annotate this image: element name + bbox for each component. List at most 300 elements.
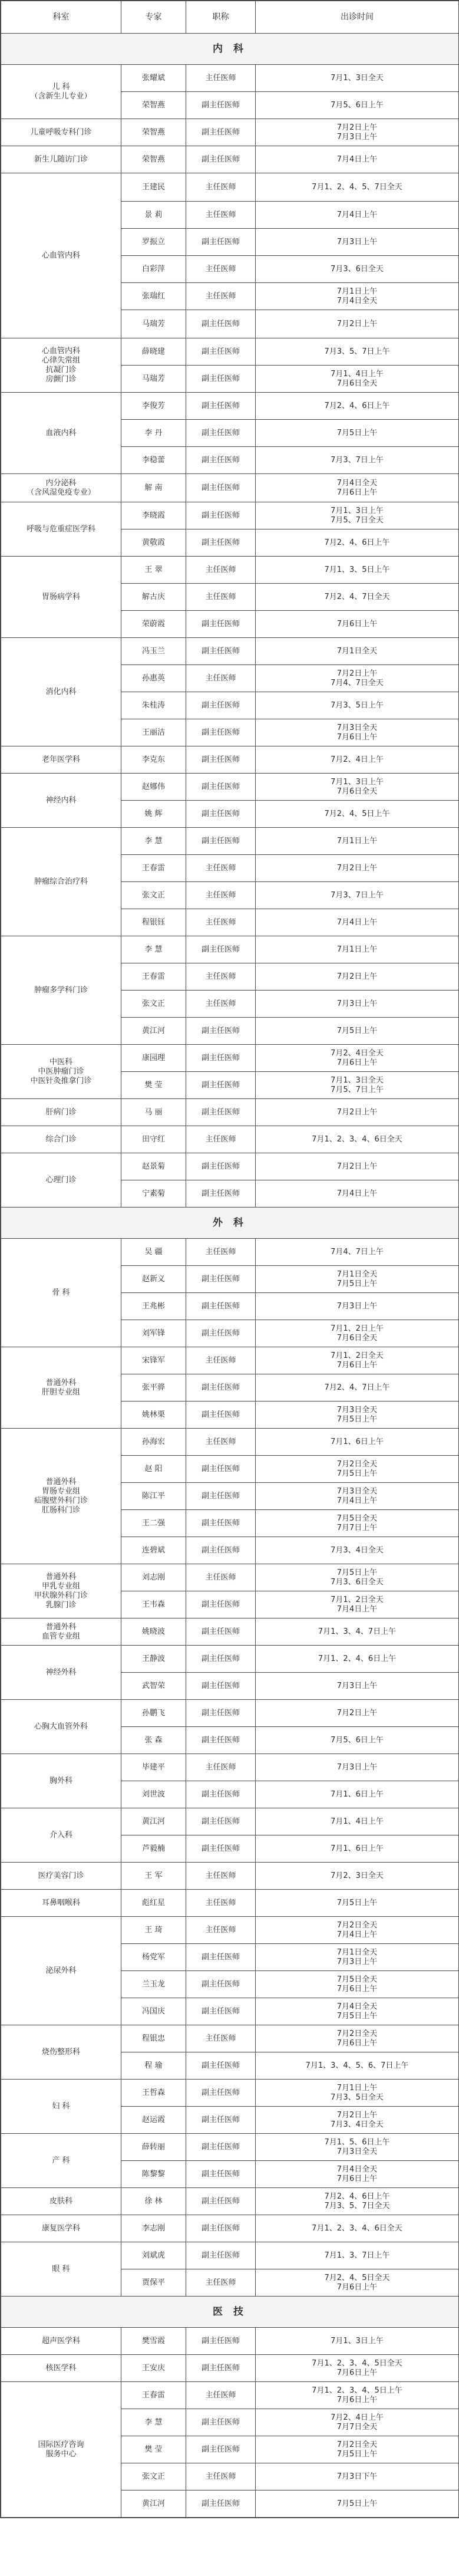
doctor-cell: 徐 林 xyxy=(121,2188,186,2215)
time-cell xyxy=(256,638,459,665)
time-cell xyxy=(256,2107,459,2134)
dept-cell-line: 医疗美容门诊 xyxy=(38,1871,84,1880)
time-cell-line: 7月1、3、7日上午 xyxy=(324,2251,390,2260)
doctor-cell: 景 莉 xyxy=(121,202,186,229)
title-cell: 主任医师 xyxy=(186,584,256,611)
title-cell: 副主任医师 xyxy=(186,2409,256,2436)
title-cell: 副主任医师 xyxy=(186,828,256,855)
title-cell: 副主任医师 xyxy=(186,447,256,474)
title-cell: 主任医师 xyxy=(186,665,256,692)
dept-cell-line: 心血管内科 xyxy=(41,346,80,356)
time-cell xyxy=(256,801,459,828)
time-cell-line: 7月2日上午 xyxy=(336,1708,378,1718)
time-cell xyxy=(256,1863,459,1890)
time-cell xyxy=(256,1347,459,1374)
dept-cell-line: 肝胆专业组 xyxy=(41,1387,80,1397)
time-cell-line: 7月6日上午 xyxy=(336,2368,378,2377)
title-cell: 副主任医师 xyxy=(186,393,256,420)
time-cell xyxy=(256,229,459,256)
dept-cell xyxy=(1,1754,121,1808)
title-cell: 副主任医师 xyxy=(186,1483,256,1510)
doctor-cell: 毕建平 xyxy=(121,1754,186,1781)
time-cell-line: 7月4日上午 xyxy=(336,1189,378,1198)
time-cell xyxy=(256,1944,459,1971)
time-cell-line: 7月6日上午 xyxy=(336,1360,378,1370)
doctor-cell: 李志刚 xyxy=(121,2215,186,2242)
time-cell-line: 7月1、2、4、6日上午 xyxy=(318,1654,397,1663)
title-cell: 主任医师 xyxy=(186,1890,256,1917)
title-cell: 主任医师 xyxy=(186,173,256,202)
time-cell xyxy=(256,1072,459,1099)
dept-cell-line: 呼吸与危重症医学科 xyxy=(26,524,95,534)
dept-cell-line: （含风湿免疫专业） xyxy=(26,488,95,497)
time-cell xyxy=(256,1293,459,1320)
title-cell: 副主任医师 xyxy=(186,1180,256,1208)
time-cell-line: 7月3、4日全天 xyxy=(331,1545,384,1555)
header-doctor: 专家 xyxy=(121,1,186,34)
title-cell: 主任医师 xyxy=(186,882,256,909)
title-cell: 副主任医师 xyxy=(186,1374,256,1401)
time-cell xyxy=(256,828,459,855)
doctor-cell: 樊 莹 xyxy=(121,2436,186,2463)
time-cell-line: 7月5日上午 xyxy=(336,2499,378,2508)
doctor-cell: 刘斌虎 xyxy=(121,2242,186,2269)
time-cell xyxy=(256,1591,459,1618)
time-cell xyxy=(256,1673,459,1700)
doctor-cell: 张文正 xyxy=(121,882,186,909)
time-cell xyxy=(256,310,459,338)
title-cell: 副主任医师 xyxy=(186,611,256,638)
doctor-cell: 李 丹 xyxy=(121,420,186,447)
time-cell-line: 7月6日上午 xyxy=(336,2282,378,2292)
time-cell-line: 7月1日上午 xyxy=(336,836,378,845)
title-cell: 副主任医师 xyxy=(186,801,256,828)
dept-cell xyxy=(1,2382,121,2518)
time-cell-line: 7月2日上午 xyxy=(336,863,378,873)
dept-cell xyxy=(1,1153,121,1208)
dept-cell-line: 中医科 xyxy=(49,1057,72,1067)
doctor-cell: 荣蔚霞 xyxy=(121,611,186,638)
title-cell: 主任医师 xyxy=(186,2463,256,2491)
dept-cell-line: 中医肿瘤门诊 xyxy=(38,1067,84,1076)
time-cell-line: 7月1、3日上午 xyxy=(331,506,384,515)
doctor-cell: 冯国庆 xyxy=(121,1998,186,2025)
time-cell xyxy=(256,1564,459,1591)
dept-cell xyxy=(1,2134,121,2188)
table-row xyxy=(1,2242,459,2269)
doctor-cell: 樊 莹 xyxy=(121,1072,186,1099)
title-cell: 副主任医师 xyxy=(186,2107,256,2134)
time-cell xyxy=(256,1018,459,1045)
title-cell: 副主任医师 xyxy=(186,1293,256,1320)
dept-cell-line: 普通外科 xyxy=(45,1378,77,1387)
table-row xyxy=(1,338,459,366)
dept-cell xyxy=(1,2215,121,2242)
doctor-cell: 薛转丽 xyxy=(121,2134,186,2161)
time-cell xyxy=(256,584,459,611)
time-cell-line: 7月5、6日上午 xyxy=(331,100,384,110)
table-row xyxy=(1,638,459,665)
title-cell: 主任医师 xyxy=(186,855,256,882)
doctor-cell: 王春雷 xyxy=(121,2382,186,2409)
time-cell xyxy=(256,2025,459,2052)
title-cell: 副主任医师 xyxy=(186,229,256,256)
time-cell xyxy=(256,474,459,502)
doctor-cell: 王 军 xyxy=(121,1863,186,1890)
time-cell-line: 7月2、4日上午 xyxy=(331,2413,384,2422)
title-cell: 副主任医师 xyxy=(186,119,256,146)
time-cell-line: 7月4日全天 xyxy=(336,478,378,488)
section-title-row xyxy=(1,1208,459,1239)
time-cell xyxy=(256,557,459,584)
dept-cell-line: 乳腺门诊 xyxy=(45,1600,77,1610)
time-cell xyxy=(256,420,459,447)
time-cell-line: 7月1日全天 xyxy=(336,1947,378,1957)
time-cell-line: 7月3日全天 xyxy=(336,723,378,732)
title-cell: 副主任医师 xyxy=(186,1646,256,1673)
title-cell: 主任医师 xyxy=(186,1347,256,1374)
time-cell xyxy=(256,1320,459,1347)
time-cell xyxy=(256,1266,459,1293)
title-cell: 副主任医师 xyxy=(186,1510,256,1537)
title-cell: 副主任医师 xyxy=(186,1835,256,1863)
doctor-cell: 解 南 xyxy=(121,474,186,502)
doctor-cell: 荣智燕 xyxy=(121,92,186,119)
time-cell-line: 7月5日上午 xyxy=(336,2449,378,2459)
section-title: 内 科 xyxy=(1,34,459,65)
doctor-cell: 孙鹏飞 xyxy=(121,1700,186,1727)
time-cell xyxy=(256,393,459,420)
schedule-table xyxy=(1,1,459,2518)
doctor-cell: 王安庆 xyxy=(121,2355,186,2382)
dept-cell-line: 疝腹壁外科门诊 xyxy=(34,1496,88,1505)
title-cell: 副主任医师 xyxy=(186,2355,256,2382)
time-cell-line: 7月4日上午 xyxy=(336,1930,378,1939)
title-cell: 主任医师 xyxy=(186,1239,256,1266)
dept-cell-line: 超声医学科 xyxy=(41,2336,80,2345)
title-cell: 副主任医师 xyxy=(186,310,256,338)
time-cell xyxy=(256,692,459,719)
title-cell: 副主任医师 xyxy=(186,774,256,801)
dept-cell xyxy=(1,1347,121,1429)
time-cell-line: 7月4、7日上午 xyxy=(331,1247,384,1256)
dept-cell-line: 介入科 xyxy=(49,1830,72,1840)
title-cell: 副主任医师 xyxy=(186,1944,256,1971)
doctor-cell: 王 翠 xyxy=(121,557,186,584)
title-cell: 主任医师 xyxy=(186,256,256,283)
header-title: 职称 xyxy=(186,1,256,34)
dept-cell-line: 胃肠病学科 xyxy=(41,592,80,601)
dept-cell xyxy=(1,2328,121,2355)
time-cell xyxy=(256,1239,459,1266)
title-cell: 副主任医师 xyxy=(186,2436,256,2463)
doctor-cell: 王静波 xyxy=(121,1646,186,1673)
time-cell-line: 7月4日上午 xyxy=(336,210,378,219)
time-cell-line: 7月5、7日全天 xyxy=(331,515,384,525)
dept-cell xyxy=(1,774,121,828)
time-cell xyxy=(256,1153,459,1180)
time-cell-line: 7月3日上午 xyxy=(336,1681,378,1690)
doctor-cell: 王 琦 xyxy=(121,1917,186,1944)
dept-cell-line: （含新生儿专业） xyxy=(30,91,92,101)
time-cell-line: 7月5日上午 xyxy=(336,1469,378,1478)
time-cell-line: 7月7日上午 xyxy=(336,1523,378,1532)
time-cell-line: 7月5、6日上午 xyxy=(331,1735,384,1745)
doctor-cell: 朱桂涛 xyxy=(121,692,186,719)
doctor-cell: 黄敬霞 xyxy=(121,529,186,557)
time-cell-line: 7月4日上午 xyxy=(336,917,378,927)
doctor-cell: 王春雷 xyxy=(121,855,186,882)
time-cell-line: 7月1、2、3、4、5日全天 xyxy=(312,2358,402,2368)
time-cell xyxy=(256,855,459,882)
doctor-cell: 程银忠 xyxy=(121,2025,186,2052)
title-cell: 副主任医师 xyxy=(186,420,256,447)
time-cell-line: 7月1、3、5日上午 xyxy=(324,565,390,574)
doctor-cell: 王春雷 xyxy=(121,963,186,991)
time-cell-line: 7月3日上午 xyxy=(336,1957,378,1966)
time-cell-line: 7月1、6日上午 xyxy=(331,1789,384,1799)
dept-cell-line: 服务中心 xyxy=(45,2449,77,2459)
time-cell xyxy=(256,202,459,229)
time-cell xyxy=(256,173,459,202)
doctor-cell: 李 慧 xyxy=(121,828,186,855)
time-cell-line: 7月1、3、4、5、6、7日上午 xyxy=(305,2061,409,2070)
doctor-cell: 赵景菊 xyxy=(121,1153,186,1180)
time-cell-line: 7月3日全天 xyxy=(336,2147,378,2156)
time-cell-line: 7月4日上午 xyxy=(336,1496,378,1505)
dept-cell xyxy=(1,173,121,338)
table-row xyxy=(1,502,459,529)
time-cell xyxy=(256,909,459,936)
time-cell xyxy=(256,882,459,909)
header-time: 出诊时间 xyxy=(256,1,459,34)
time-cell-line: 7月6日上午 xyxy=(336,619,378,629)
dept-cell-line: 甲乳专业组 xyxy=(41,1581,80,1591)
time-cell-line: 7月2日上午 xyxy=(336,2110,378,2120)
table-row xyxy=(1,774,459,801)
time-cell xyxy=(256,2463,459,2491)
title-cell: 副主任医师 xyxy=(186,1153,256,1180)
time-cell-line: 7月6日上午 xyxy=(336,2174,378,2183)
time-cell xyxy=(256,1971,459,1998)
time-cell xyxy=(256,774,459,801)
time-cell xyxy=(256,2355,459,2382)
time-cell-line: 7月5日全天 xyxy=(336,1975,378,1984)
time-cell xyxy=(256,1126,459,1153)
time-cell xyxy=(256,2134,459,2161)
time-cell-line: 7月6日上午 xyxy=(336,1984,378,1993)
dept-cell xyxy=(1,638,121,746)
dept-cell-line: 心胸大血管外科 xyxy=(34,1722,88,1731)
title-cell: 副主任医师 xyxy=(186,1099,256,1126)
dept-cell xyxy=(1,1045,121,1099)
dept-cell-line: 老年医学科 xyxy=(41,755,80,764)
table-row xyxy=(1,2215,459,2242)
dept-cell-line: 血管专业组 xyxy=(41,1631,80,1641)
title-cell: 副主任医师 xyxy=(186,2215,256,2242)
title-cell: 主任医师 xyxy=(186,1564,256,1591)
time-cell-line: 7月6日上午 xyxy=(336,2038,378,2048)
doctor-cell: 罗振立 xyxy=(121,229,186,256)
table-row xyxy=(1,1863,459,1890)
dept-cell-line: 骨 科 xyxy=(52,1288,70,1297)
time-cell-line: 7月3、4日全天 xyxy=(331,2120,384,2129)
time-cell xyxy=(256,1890,459,1917)
table-row xyxy=(1,2025,459,2052)
time-cell xyxy=(256,1045,459,1072)
doctor-cell: 孙惠英 xyxy=(121,665,186,692)
time-cell-line: 7月2、4、7日上午 xyxy=(324,1383,390,1392)
time-cell-line: 7月5日上午 xyxy=(336,1414,378,1424)
time-cell-line: 7月1、6日上午 xyxy=(331,1844,384,1853)
time-cell-line: 7月3、7日上午 xyxy=(331,455,384,465)
doctor-cell: 白彩萍 xyxy=(121,256,186,283)
dept-cell xyxy=(1,119,121,146)
doctor-cell: 宁素菊 xyxy=(121,1180,186,1208)
doctor-cell: 赵娜伟 xyxy=(121,774,186,801)
dept-cell-line: 心理门诊 xyxy=(45,1175,77,1185)
time-cell-line: 7月5、7日上午 xyxy=(331,1085,384,1094)
time-cell xyxy=(256,2052,459,2080)
time-cell-line: 7月4、7日全天 xyxy=(331,678,384,687)
dept-cell-line: 普通外科 xyxy=(45,1572,77,1581)
table-row xyxy=(1,2188,459,2215)
table-row xyxy=(1,173,459,202)
dept-cell xyxy=(1,393,121,474)
title-cell: 副主任医师 xyxy=(186,719,256,746)
title-cell: 副主任医师 xyxy=(186,1320,256,1347)
dept-cell xyxy=(1,1099,121,1126)
doctor-cell: 王丽洁 xyxy=(121,719,186,746)
time-cell-line: 7月4日全天 xyxy=(336,2164,378,2174)
time-cell-line: 7月1、2日上午 xyxy=(331,1324,384,1333)
time-cell xyxy=(256,1781,459,1808)
time-cell xyxy=(256,936,459,963)
time-cell-line: 7月1日上午 xyxy=(336,2083,378,2093)
time-cell-line: 7月2、4、6日上午 xyxy=(324,2192,390,2201)
dept-cell xyxy=(1,746,121,774)
dept-cell-line: 耳鼻咽喉科 xyxy=(41,1898,80,1907)
dept-cell xyxy=(1,1429,121,1564)
table-row xyxy=(1,746,459,774)
dept-cell xyxy=(1,1890,121,1917)
time-cell-line: 7月3、5、7日全天 xyxy=(324,2201,390,2210)
dept-cell-line: 综合门诊 xyxy=(45,1134,77,1144)
time-cell xyxy=(256,2409,459,2436)
dept-cell xyxy=(1,1126,121,1153)
time-cell-line: 7月2、4日上午 xyxy=(331,755,384,764)
doctor-cell: 赵运霞 xyxy=(121,2107,186,2134)
time-cell-line: 7月1、3日全天 xyxy=(331,73,384,83)
dept-cell xyxy=(1,474,121,502)
time-cell-line: 7月1日全天 xyxy=(336,646,378,656)
time-cell xyxy=(256,366,459,393)
title-cell: 主任医师 xyxy=(186,2382,256,2409)
time-cell-line: 7月2、4、6日上午 xyxy=(324,538,390,547)
doctor-cell: 田守红 xyxy=(121,1126,186,1153)
dept-cell-line: 眼 科 xyxy=(52,2264,70,2274)
doctor-cell: 张 森 xyxy=(121,1727,186,1754)
title-cell: 副主任医师 xyxy=(186,92,256,119)
table-row xyxy=(1,1045,459,1072)
doctor-cell: 武智荣 xyxy=(121,1673,186,1700)
time-cell-line: 7月4日全天 xyxy=(336,2002,378,2011)
time-cell xyxy=(256,2382,459,2409)
doctor-cell: 贾保平 xyxy=(121,2269,186,2297)
title-cell: 副主任医师 xyxy=(186,1266,256,1293)
dept-cell-line: 产 科 xyxy=(52,2156,70,2165)
dept-cell-line: 血液内科 xyxy=(45,428,77,437)
title-cell: 副主任医师 xyxy=(186,1045,256,1072)
doctor-cell: 李俊芳 xyxy=(121,393,186,420)
time-cell-line: 7月1日上午 xyxy=(336,287,378,296)
time-cell-line: 7月2、4、5日上午 xyxy=(324,809,390,818)
time-cell-line: 7月3日上午 xyxy=(336,999,378,1008)
doctor-cell: 姚林栗 xyxy=(121,1401,186,1429)
time-cell xyxy=(256,1998,459,2025)
table-row xyxy=(1,1808,459,1835)
doctor-cell: 陈黎黎 xyxy=(121,2161,186,2188)
time-cell xyxy=(256,2269,459,2297)
dept-cell-line: 肝病门诊 xyxy=(45,1107,77,1117)
doctor-cell: 芦毅楠 xyxy=(121,1835,186,1863)
doctor-cell: 冯玉兰 xyxy=(121,638,186,665)
dept-cell xyxy=(1,1700,121,1754)
time-cell xyxy=(256,65,459,92)
title-cell: 副主任医师 xyxy=(186,474,256,502)
title-cell: 主任医师 xyxy=(186,909,256,936)
doctor-cell: 薛晓建 xyxy=(121,338,186,366)
dept-cell-line: 消化内科 xyxy=(45,687,77,696)
doctor-cell: 马瑞芳 xyxy=(121,366,186,393)
title-cell: 副主任医师 xyxy=(186,2134,256,2161)
time-cell-line: 7月4日上午 xyxy=(336,154,378,164)
doctor-cell: 马 丽 xyxy=(121,1099,186,1126)
dept-cell-line: 神经外科 xyxy=(45,1667,77,1677)
doctor-cell: 连碧斌 xyxy=(121,1537,186,1564)
time-cell xyxy=(256,1754,459,1781)
time-cell xyxy=(256,119,459,146)
time-cell-line: 7月3、5日全天 xyxy=(331,2093,384,2102)
table-row xyxy=(1,119,459,146)
dept-cell xyxy=(1,2080,121,2134)
time-cell-line: 7月2、4、5日全天 xyxy=(324,2273,390,2282)
time-cell xyxy=(256,2436,459,2463)
title-cell: 副主任医师 xyxy=(186,2328,256,2355)
time-cell-line: 7月6日全天 xyxy=(336,787,378,796)
time-cell xyxy=(256,2161,459,2188)
title-cell: 副主任医师 xyxy=(186,638,256,665)
title-cell: 副主任医师 xyxy=(186,1998,256,2025)
section-title-row xyxy=(1,2297,459,2328)
time-cell xyxy=(256,611,459,638)
time-cell-line: 7月3日下午 xyxy=(336,2472,378,2481)
dept-cell xyxy=(1,1646,121,1700)
doctor-cell: 王建民 xyxy=(121,173,186,202)
time-cell-line: 7月1、3、4、7日上午 xyxy=(318,1627,397,1636)
dept-cell-line: 肿瘤综合治疗科 xyxy=(34,877,88,886)
title-cell: 主任医师 xyxy=(186,283,256,310)
time-cell-line: 7月5日全天 xyxy=(336,1514,378,1523)
dept-cell xyxy=(1,1564,121,1618)
time-cell-line: 7月3日上午 xyxy=(336,132,378,142)
time-cell-line: 7月5日上午 xyxy=(336,428,378,437)
doctor-cell: 张文正 xyxy=(121,2463,186,2491)
table-row xyxy=(1,1239,459,1266)
title-cell: 副主任医师 xyxy=(186,1537,256,1564)
dept-cell-line: 儿童呼吸专科门诊 xyxy=(30,127,92,137)
title-cell: 副主任医师 xyxy=(186,1727,256,1754)
